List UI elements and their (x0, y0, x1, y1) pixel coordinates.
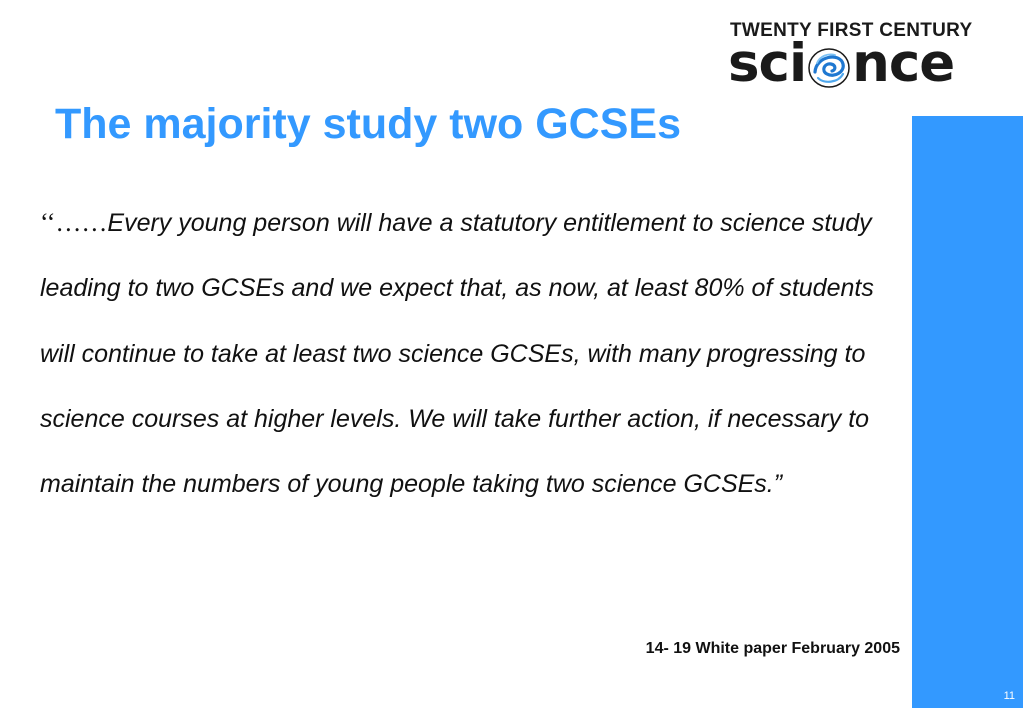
side-accent-bar (912, 116, 1023, 708)
logo (728, 20, 993, 92)
quote-text (40, 190, 910, 517)
slide-title: The majority study two GCSEs (55, 100, 681, 148)
page-number: 11 (1003, 690, 1015, 702)
quote-citation: 14- 19 White paper February 2005 (645, 640, 900, 657)
quote-opening: ‘‘…… (40, 208, 108, 237)
logo-line2-part1: sci (728, 33, 807, 94)
logo-line1: TWENTY FIRST CENTURY (730, 20, 973, 41)
logo-wordmark (728, 34, 954, 94)
quote-body: Every young person will have a statutory entitlement to science study leading to two GCSEs and we expect that, as now, at least 80% of students will continue to take at least two science GCSEs, with many progressing to science courses at higher levels. We will take further action, if necessary to maintain the numbers of young people taking two science GCSEs.” (40, 209, 874, 499)
logo-line2-part2: nce (852, 33, 955, 94)
galaxy-swirl-icon (806, 34, 852, 94)
